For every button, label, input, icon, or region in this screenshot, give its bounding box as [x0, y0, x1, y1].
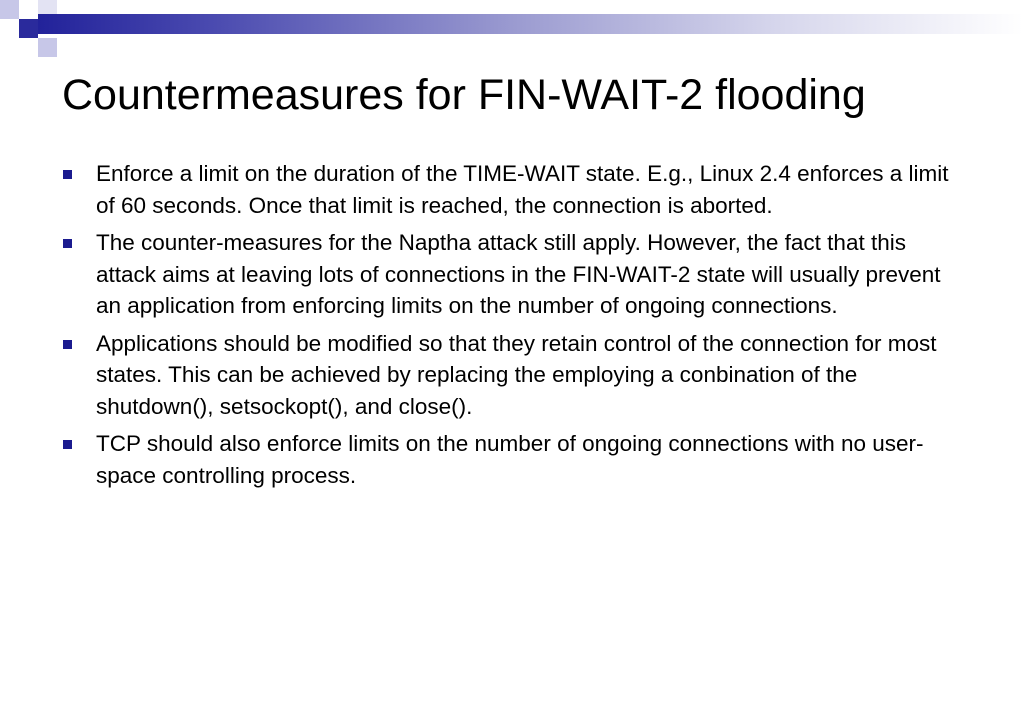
- slide-title: Countermeasures for FIN-WAIT-2 flooding: [62, 71, 866, 119]
- bullet-text: TCP should also enforce limits on the number of ongoing connections with no user-space controlling process.: [96, 431, 924, 488]
- header-gradient-band: [38, 14, 1023, 34]
- bullet-list: [62, 158, 962, 497]
- bullet-text: Applications should be modified so that they retain control of the connection for most states. This can be achieved by replacing the employing a conbination of the shutdown(), setsockopt(), and close().: [96, 330, 937, 419]
- bullet-item: [62, 158, 962, 221]
- bullet-item: [62, 428, 962, 491]
- bullet-item: [62, 328, 962, 423]
- square-bullet-icon: [63, 239, 72, 248]
- square-bullet-icon: [63, 340, 72, 349]
- bullet-text: Enforce a limit on the duration of the TIME-WAIT state. E.g., Linux 2.4 enforces a limit of 60 seconds. Once that limit is reached, the connection is aborted.: [96, 161, 949, 218]
- square-bullet-icon: [63, 440, 72, 449]
- bullet-item: [62, 227, 962, 322]
- bullet-text: The counter-measures for the Naptha attack still apply. However, the fact that this attack aims at leaving lots of connections in the FIN-WAIT-2 state will usually prevent an application from enforcing limits on the number of ongoing connections.: [96, 230, 941, 318]
- square-bullet-icon: [63, 170, 72, 179]
